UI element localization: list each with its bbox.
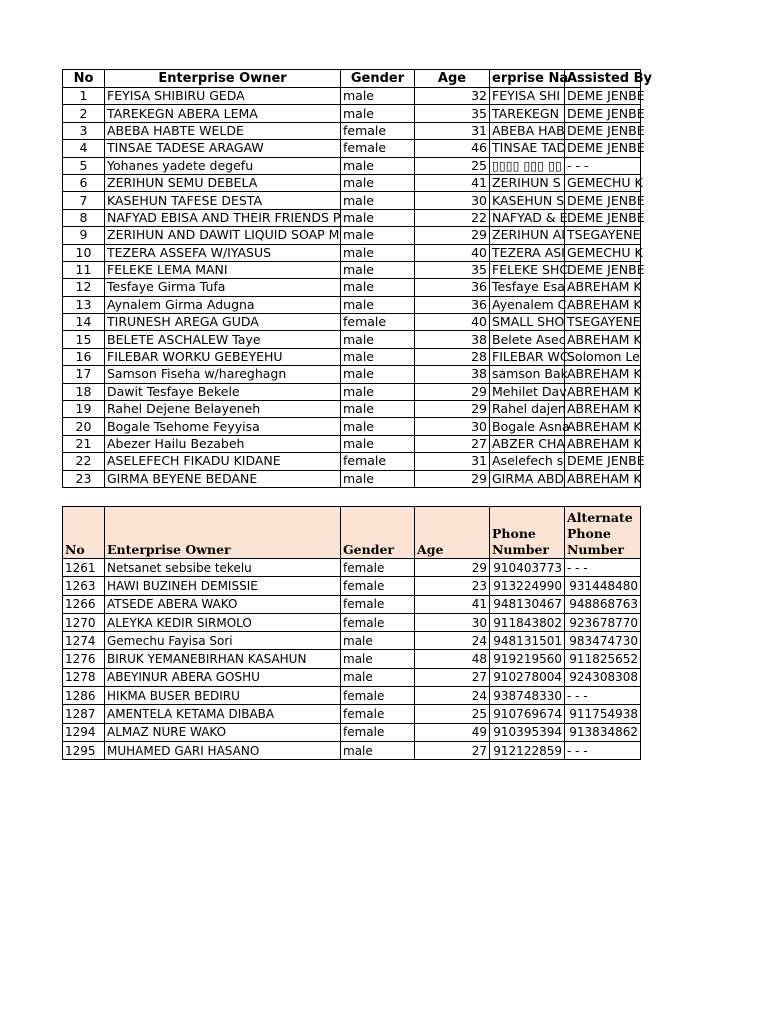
- cell-enterprise-owner: ABEYINUR ABERA GOSHU: [105, 668, 341, 686]
- header-enterprise-owner: Enterprise Owner: [105, 507, 341, 559]
- cell-enterprise-owner: AMENTELA KETAMA DIBABA: [105, 705, 341, 723]
- table-row: [63, 668, 641, 686]
- cell-no: 19: [63, 401, 105, 418]
- table-row: [63, 227, 641, 244]
- cell-phone-number: 910769674: [490, 705, 565, 723]
- cell-no: 17: [63, 366, 105, 383]
- cell-enterprise-name: SMALL SHO: [490, 314, 565, 331]
- cell-age: 27: [415, 435, 490, 452]
- cell-enterprise-owner: ALEYKA KEDIR SIRMOLO: [105, 613, 341, 631]
- cell-enterprise-owner: TINSAE TADESE ARAGAW: [105, 140, 341, 157]
- cell-age: 31: [415, 453, 490, 470]
- header-age: Age: [415, 507, 490, 559]
- header-assisted-by: Assisted By: [565, 70, 641, 88]
- enterprise-contacts-table: [62, 506, 641, 760]
- cell-no: 1276: [63, 650, 105, 668]
- table-row: [63, 613, 641, 631]
- cell-age: 29: [415, 383, 490, 400]
- cell-enterprise-name: KASEHUN S: [490, 192, 565, 209]
- cell-no: 18: [63, 383, 105, 400]
- cell-assisted-by: DEME JENBE: [565, 88, 641, 105]
- cell-age: 38: [415, 331, 490, 348]
- cell-enterprise-owner: TAREKEGN ABERA LEMA: [105, 105, 341, 122]
- cell-age: 27: [415, 741, 490, 759]
- cell-enterprise-owner: ZERIHUN SEMU DEBELA: [105, 174, 341, 191]
- cell-alternate-phone-number: 913834862: [565, 723, 641, 741]
- cell-no: 11: [63, 261, 105, 278]
- cell-enterprise-owner: Tesfaye Girma Tufa: [105, 279, 341, 296]
- cell-gender: female: [341, 687, 415, 705]
- cell-enterprise-name: ABZER CHA: [490, 435, 565, 452]
- cell-alternate-phone-number: 924308308: [565, 668, 641, 686]
- cell-enterprise-name: GIRMA ABD: [490, 470, 565, 487]
- table-row: [63, 559, 641, 577]
- cell-enterprise-owner: MUHAMED GARI HASANO: [105, 741, 341, 759]
- table-row: [63, 192, 641, 209]
- cell-no: 1287: [63, 705, 105, 723]
- cell-enterprise-name: Belete Asec: [490, 331, 565, 348]
- cell-no: 22: [63, 453, 105, 470]
- cell-gender: male: [341, 174, 415, 191]
- cell-enterprise-owner: Gemechu Fayisa Sori: [105, 632, 341, 650]
- table-row: [63, 435, 641, 452]
- cell-alternate-phone-number: - - -: [565, 741, 641, 759]
- cell-assisted-by: ABREHAM K: [565, 470, 641, 487]
- cell-enterprise-owner: Dawit Tesfaye Bekele: [105, 383, 341, 400]
- cell-no: 1270: [63, 613, 105, 631]
- cell-no: 1274: [63, 632, 105, 650]
- cell-gender: male: [341, 192, 415, 209]
- table-header-row: [63, 507, 641, 559]
- cell-alternate-phone-number: 948868763: [565, 595, 641, 613]
- header-enterprise-owner: Enterprise Owner: [105, 70, 341, 88]
- cell-enterprise-name: ZERIHUN AI: [490, 227, 565, 244]
- cell-gender: male: [341, 418, 415, 435]
- cell-alternate-phone-number: 923678770: [565, 613, 641, 631]
- cell-age: 46: [415, 140, 490, 157]
- cell-gender: female: [341, 453, 415, 470]
- cell-enterprise-owner: Netsanet sebsibe tekelu: [105, 559, 341, 577]
- cell-no: 13: [63, 296, 105, 313]
- cell-age: 29: [415, 470, 490, 487]
- cell-assisted-by: ABREHAM K: [565, 331, 641, 348]
- cell-enterprise-name: Tesfaye Esa: [490, 279, 565, 296]
- table-row: [63, 348, 641, 365]
- cell-no: 1295: [63, 741, 105, 759]
- cell-enterprise-owner: TEZERA ASSEFA W/IYASUS: [105, 244, 341, 261]
- cell-enterprise-owner: Aynalem Girma Adugna: [105, 296, 341, 313]
- cell-gender: male: [341, 668, 415, 686]
- cell-no: 20: [63, 418, 105, 435]
- cell-age: 30: [415, 418, 490, 435]
- cell-enterprise-name: FILEBAR WC: [490, 348, 565, 365]
- cell-age: 24: [415, 687, 490, 705]
- cell-age: 40: [415, 244, 490, 261]
- cell-assisted-by: TSEGAYENE: [565, 227, 641, 244]
- table-row: [63, 279, 641, 296]
- cell-gender: male: [341, 470, 415, 487]
- cell-no: 10: [63, 244, 105, 261]
- cell-gender: male: [341, 209, 415, 226]
- cell-no: 1: [63, 88, 105, 105]
- cell-no: 21: [63, 435, 105, 452]
- table-row: [63, 383, 641, 400]
- cell-enterprise-name: FELEKE SHC: [490, 261, 565, 278]
- cell-assisted-by: - - -: [565, 157, 641, 174]
- cell-phone-number: 910403773: [490, 559, 565, 577]
- cell-age: 36: [415, 279, 490, 296]
- cell-age: 29: [415, 227, 490, 244]
- cell-enterprise-name: Bogale Asna: [490, 418, 565, 435]
- cell-enterprise-owner: ASELEFECH FIKADU KIDANE: [105, 453, 341, 470]
- cell-gender: male: [341, 88, 415, 105]
- table-row: [63, 157, 641, 174]
- cell-enterprise-owner: ZERIHUN AND DAWIT LIQUID SOAP M: [105, 227, 341, 244]
- table-row: [63, 741, 641, 759]
- cell-enterprise-owner: BIRUK YEMANEBIRHAN KASAHUN: [105, 650, 341, 668]
- cell-age: 41: [415, 595, 490, 613]
- cell-assisted-by: ABREHAM K: [565, 279, 641, 296]
- cell-enterprise-name: TEZERA ASI: [490, 244, 565, 261]
- table-row: [63, 314, 641, 331]
- cell-enterprise-name: ▯▯▯▯ ▯▯▯ ▯▯: [490, 157, 565, 174]
- cell-gender: male: [341, 401, 415, 418]
- cell-assisted-by: ABREHAM K: [565, 366, 641, 383]
- cell-no: 1263: [63, 577, 105, 595]
- table-row: [63, 705, 641, 723]
- cell-no: 5: [63, 157, 105, 174]
- cell-phone-number: 948131501: [490, 632, 565, 650]
- cell-phone-number: 913224990: [490, 577, 565, 595]
- cell-no: 1286: [63, 687, 105, 705]
- cell-no: 1294: [63, 723, 105, 741]
- cell-gender: female: [341, 314, 415, 331]
- cell-gender: male: [341, 244, 415, 261]
- cell-enterprise-owner: Rahel Dejene Belayeneh: [105, 401, 341, 418]
- table-row: [63, 650, 641, 668]
- cell-assisted-by: DEME JENBE: [565, 140, 641, 157]
- table-row: [63, 595, 641, 613]
- table-row: [63, 470, 641, 487]
- cell-enterprise-owner: KASEHUN TAFESE DESTA: [105, 192, 341, 209]
- table-row: [63, 453, 641, 470]
- cell-gender: female: [341, 613, 415, 631]
- cell-no: 2: [63, 105, 105, 122]
- cell-age: 25: [415, 705, 490, 723]
- enterprise-owners-table: [62, 69, 652, 488]
- cell-assisted-by: ABREHAM K: [565, 435, 641, 452]
- cell-enterprise-owner: GIRMA BEYENE BEDANE: [105, 470, 341, 487]
- cell-enterprise-owner: ABEBA HABTE WELDE: [105, 122, 341, 139]
- cell-age: 29: [415, 559, 490, 577]
- cell-alternate-phone-number: 911754938: [565, 705, 641, 723]
- cell-gender: male: [341, 157, 415, 174]
- cell-no: 12: [63, 279, 105, 296]
- cell-no: 8: [63, 209, 105, 226]
- cell-gender: male: [341, 261, 415, 278]
- cell-enterprise-name: Mehilet Dav: [490, 383, 565, 400]
- header-phone-number: Phone Number: [490, 507, 565, 559]
- cell-assisted-by: DEME JENBE: [565, 192, 641, 209]
- cell-alternate-phone-number: 911825652: [565, 650, 641, 668]
- cell-assisted-by: GEMECHU K: [565, 244, 641, 261]
- cell-gender: male: [341, 105, 415, 122]
- cell-no: 1261: [63, 559, 105, 577]
- cell-age: 23: [415, 577, 490, 595]
- cell-gender: female: [341, 595, 415, 613]
- cell-enterprise-owner: ALMAZ NURE WAKO: [105, 723, 341, 741]
- cell-gender: male: [341, 741, 415, 759]
- table-row: [63, 261, 641, 278]
- cell-age: 35: [415, 105, 490, 122]
- table-row: [63, 418, 641, 435]
- table-row: [63, 140, 641, 157]
- cell-phone-number: 948130467: [490, 595, 565, 613]
- cell-enterprise-name: Rahel dajen: [490, 401, 565, 418]
- header-enterprise-name: erprise Na: [490, 70, 565, 88]
- table-header-row: [63, 70, 641, 88]
- table-row: [63, 577, 641, 595]
- header-gender: Gender: [341, 507, 415, 559]
- table-row: [63, 174, 641, 191]
- cell-enterprise-name: ZERIHUN S: [490, 174, 565, 191]
- header-alternate-phone-number: Alternate Phone Number: [565, 507, 641, 559]
- cell-gender: male: [341, 279, 415, 296]
- cell-age: 40: [415, 314, 490, 331]
- cell-phone-number: 910278004: [490, 668, 565, 686]
- cell-assisted-by: DEME JENBE: [565, 122, 641, 139]
- cell-alternate-phone-number: - - -: [565, 559, 641, 577]
- cell-assisted-by: Solomon Le: [565, 348, 641, 365]
- cell-phone-number: 911843802: [490, 613, 565, 631]
- cell-age: 30: [415, 613, 490, 631]
- cell-age: 22: [415, 209, 490, 226]
- cell-age: 49: [415, 723, 490, 741]
- cell-assisted-by: ABREHAM K: [565, 401, 641, 418]
- cell-age: 38: [415, 366, 490, 383]
- cell-no: 9: [63, 227, 105, 244]
- cell-gender: male: [341, 348, 415, 365]
- cell-enterprise-name: Aselefech s: [490, 453, 565, 470]
- cell-assisted-by: DEME JENBE: [565, 453, 641, 470]
- cell-no: 16: [63, 348, 105, 365]
- cell-gender: female: [341, 723, 415, 741]
- cell-enterprise-owner: HAWI BUZINEH DEMISSIE: [105, 577, 341, 595]
- cell-assisted-by: DEME JENBE: [565, 105, 641, 122]
- cell-gender: male: [341, 650, 415, 668]
- header-no: No: [63, 507, 105, 559]
- table-row: [63, 401, 641, 418]
- cell-gender: male: [341, 227, 415, 244]
- header-age: Age: [415, 70, 490, 88]
- cell-assisted-by: TSEGAYENE: [565, 314, 641, 331]
- cell-alternate-phone-number: - - -: [565, 687, 641, 705]
- cell-gender: male: [341, 296, 415, 313]
- cell-age: 32: [415, 88, 490, 105]
- cell-no: 23: [63, 470, 105, 487]
- cell-gender: male: [341, 435, 415, 452]
- table-row: [63, 105, 641, 122]
- cell-alternate-phone-number: 983474730: [565, 632, 641, 650]
- cell-enterprise-name: Ayenalem C: [490, 296, 565, 313]
- cell-no: 4: [63, 140, 105, 157]
- cell-enterprise-name: ABEBA HAB: [490, 122, 565, 139]
- cell-no: 1278: [63, 668, 105, 686]
- table-row: [63, 296, 641, 313]
- table-row: [63, 209, 641, 226]
- cell-enterprise-owner: TIRUNESH AREGA GUDA: [105, 314, 341, 331]
- table-row: [63, 244, 641, 261]
- cell-phone-number: 912122859: [490, 741, 565, 759]
- cell-age: 30: [415, 192, 490, 209]
- cell-age: 41: [415, 174, 490, 191]
- cell-gender: female: [341, 122, 415, 139]
- cell-assisted-by: GEMECHU K: [565, 174, 641, 191]
- cell-gender: female: [341, 559, 415, 577]
- cell-age: 31: [415, 122, 490, 139]
- cell-enterprise-owner: NAFYAD EBISA AND THEIR FRIENDS P: [105, 209, 341, 226]
- cell-gender: male: [341, 383, 415, 400]
- cell-enterprise-owner: Bogale Tsehome Feyyisa: [105, 418, 341, 435]
- cell-enterprise-owner: Yohanes yadete degefu: [105, 157, 341, 174]
- cell-enterprise-owner: FEYISA SHIBIRU GEDA: [105, 88, 341, 105]
- cell-enterprise-name: FEYISA SHI: [490, 88, 565, 105]
- cell-gender: female: [341, 140, 415, 157]
- header-gender: Gender: [341, 70, 415, 88]
- cell-phone-number: 910395394: [490, 723, 565, 741]
- cell-assisted-by: DEME JENBE: [565, 261, 641, 278]
- cell-no: 14: [63, 314, 105, 331]
- cell-assisted-by: ABREHAM K: [565, 296, 641, 313]
- cell-age: 27: [415, 668, 490, 686]
- cell-enterprise-owner: ATSEDE ABERA WAKO: [105, 595, 341, 613]
- cell-age: 28: [415, 348, 490, 365]
- cell-gender: male: [341, 331, 415, 348]
- cell-no: 15: [63, 331, 105, 348]
- cell-phone-number: 938748330: [490, 687, 565, 705]
- cell-assisted-by: DEME JENBE: [565, 209, 641, 226]
- cell-assisted-by: ABREHAM K: [565, 383, 641, 400]
- cell-age: 25: [415, 157, 490, 174]
- table-row: [63, 88, 641, 105]
- cell-gender: female: [341, 577, 415, 595]
- table-row: [63, 687, 641, 705]
- cell-age: 36: [415, 296, 490, 313]
- cell-age: 48: [415, 650, 490, 668]
- cell-enterprise-owner: FELEKE LEMA MANI: [105, 261, 341, 278]
- table-row: [63, 632, 641, 650]
- table-row: [63, 723, 641, 741]
- cell-assisted-by: ABREHAM K: [565, 418, 641, 435]
- cell-enterprise-owner: BELETE ASCHALEW Taye: [105, 331, 341, 348]
- cell-alternate-phone-number: 931448480: [565, 577, 641, 595]
- table-row: [63, 122, 641, 139]
- header-no: No: [63, 70, 105, 88]
- cell-enterprise-name: TINSAE TAD: [490, 140, 565, 157]
- cell-no: 1266: [63, 595, 105, 613]
- cell-no: 7: [63, 192, 105, 209]
- table-row: [63, 366, 641, 383]
- cell-gender: female: [341, 705, 415, 723]
- cell-age: 24: [415, 632, 490, 650]
- cell-enterprise-owner: FILEBAR WORKU GEBEYEHU: [105, 348, 341, 365]
- cell-age: 35: [415, 261, 490, 278]
- cell-gender: male: [341, 366, 415, 383]
- cell-no: 3: [63, 122, 105, 139]
- cell-enterprise-name: NAFYAD & E: [490, 209, 565, 226]
- table-row: [63, 331, 641, 348]
- cell-enterprise-name: samson Bak: [490, 366, 565, 383]
- cell-gender: male: [341, 632, 415, 650]
- cell-age: 29: [415, 401, 490, 418]
- cell-no: 6: [63, 174, 105, 191]
- cell-enterprise-owner: Samson Fiseha w/hareghagn: [105, 366, 341, 383]
- cell-enterprise-name: TAREKEGN: [490, 105, 565, 122]
- cell-enterprise-owner: Abezer Hailu Bezabeh: [105, 435, 341, 452]
- cell-phone-number: 919219560: [490, 650, 565, 668]
- cell-enterprise-owner: HIKMA BUSER BEDIRU: [105, 687, 341, 705]
